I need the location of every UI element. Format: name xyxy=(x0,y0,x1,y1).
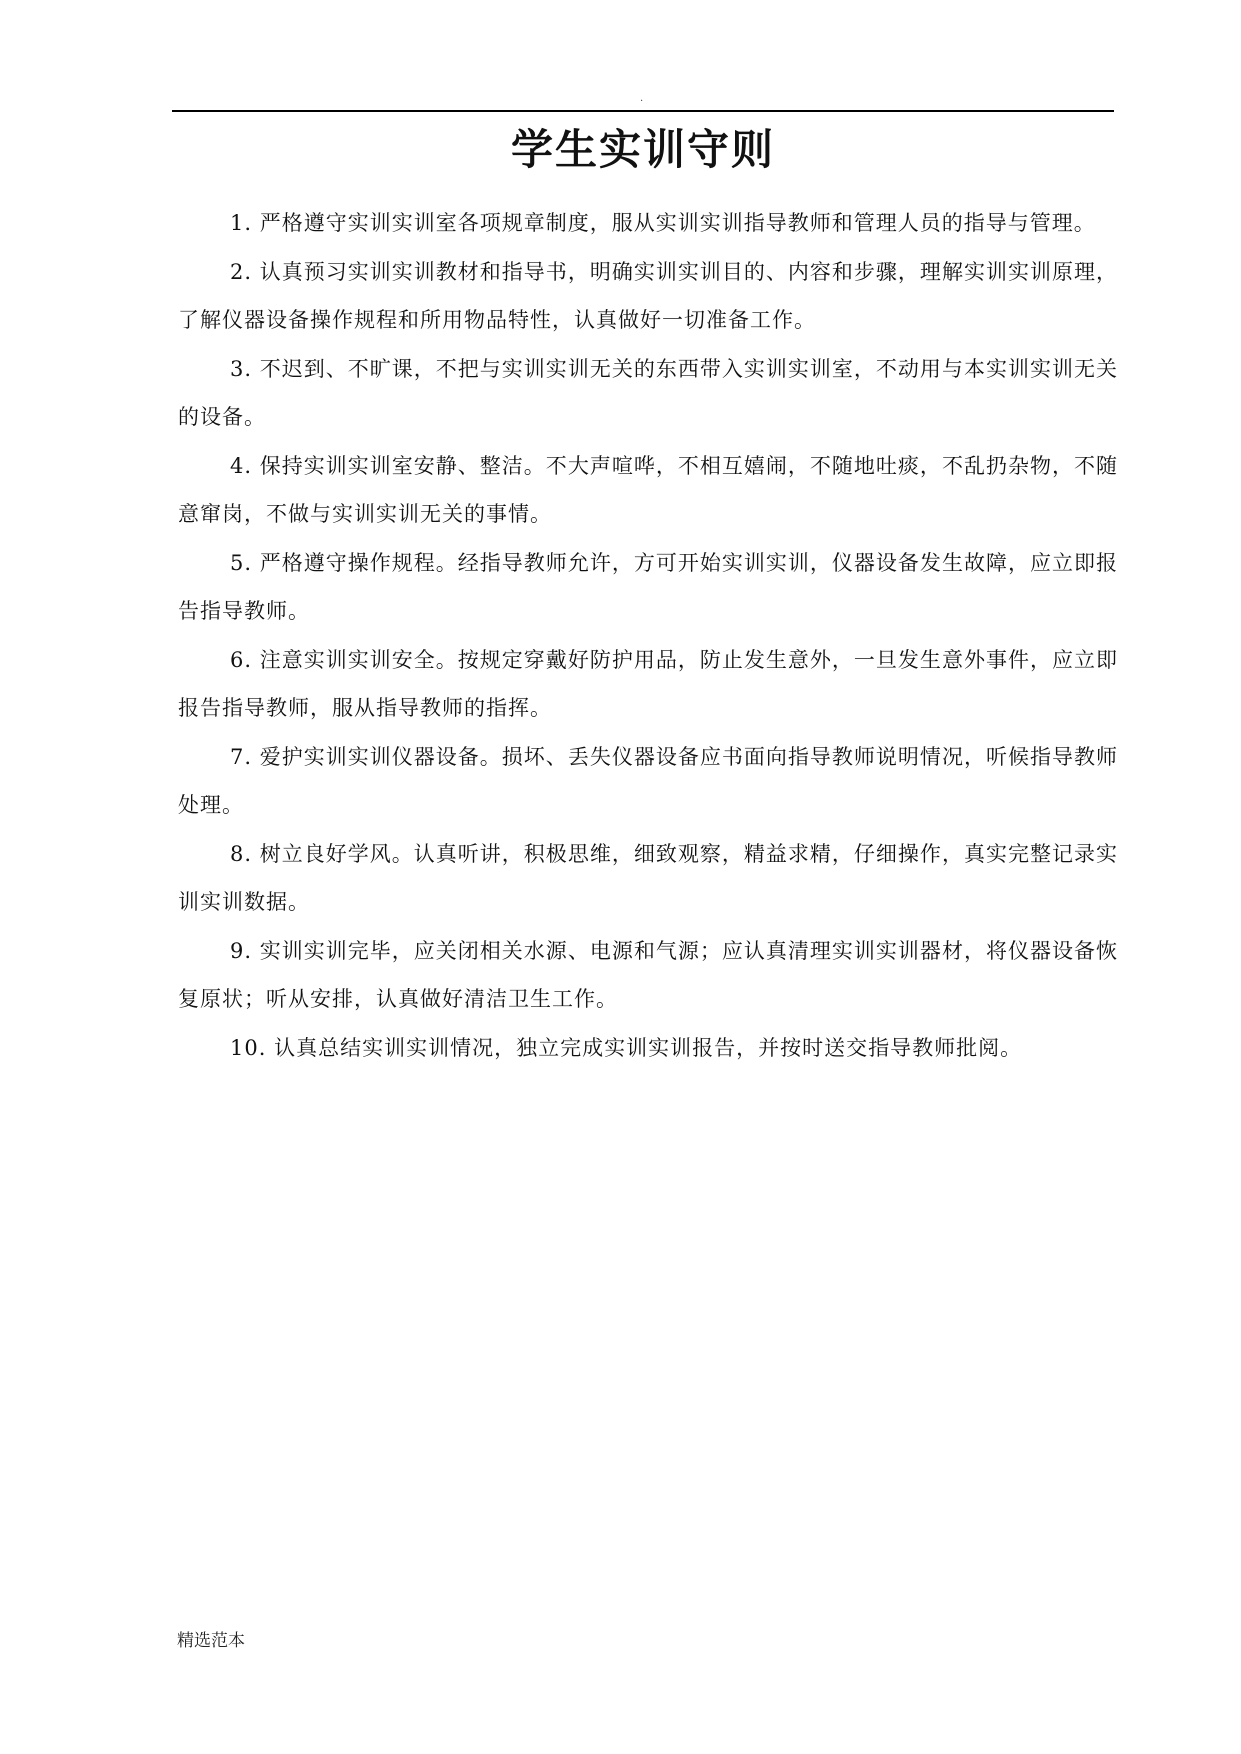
rule-item-4: 4. 保持实训实训室安静、整洁。不大声喧哗，不相互嬉闹，不随地吐痰，不乱扔杂物，不随意窜岗，不做与实训实训无关的事情。 xyxy=(178,453,1118,526)
rule-item-5: 5. 严格遵守操作规程。经指导教师允许，方可开始实训实训，仪器设备发生故障，应立即报告指导教师。 xyxy=(178,550,1118,623)
rule-item-8: 8. 树立良好学风。认真听讲，积极思维，细致观察，精益求精，仔细操作，真实完整记录实训实训数据。 xyxy=(178,841,1118,914)
document-title: 学生实训守则 xyxy=(510,125,775,174)
footer-label: 精选范本 xyxy=(177,1631,245,1651)
rule-item-3: 3. 不迟到、不旷课，不把与实训实训无关的东西带入实训实训室，不动用与本实训实训无关的设备。 xyxy=(178,356,1118,429)
rule-item-7: 7. 爱护实训实训仪器设备。损坏、丢失仪器设备应书面向指导教师说明情况，听候指导教师处理。 xyxy=(178,744,1118,817)
rule-item-6: 6. 注意实训实训安全。按规定穿戴好防护用品，防止发生意外，一旦发生意外事件，应立即报告指导教师，服从指导教师的指挥。 xyxy=(178,647,1118,720)
header-mark: . xyxy=(640,93,644,104)
rules-list xyxy=(178,199,1118,1072)
rule-item-1: 1. 严格遵守实训实训室各项规章制度，服从实训实训指导教师和管理人员的指导与管理。 xyxy=(230,211,1096,235)
rule-item-9: 9. 实训实训完毕，应关闭相关水源、电源和气源；应认真清理实训实训器材，将仪器设备恢复原状；听从安排，认真做好清洁卫生工作。 xyxy=(178,938,1118,1011)
header-rule xyxy=(172,110,1114,112)
rule-item-2: 2. 认真预习实训实训教材和指导书，明确实训实训目的、内容和步骤，理解实训实训原理，了解仪器设备操作规程和所用物品特性，认真做好一切准备工作。 xyxy=(178,259,1118,332)
rule-item-10: 10. 认真总结实训实训情况，独立完成实训实训报告，并按时送交指导教师批阅。 xyxy=(230,1035,1023,1060)
